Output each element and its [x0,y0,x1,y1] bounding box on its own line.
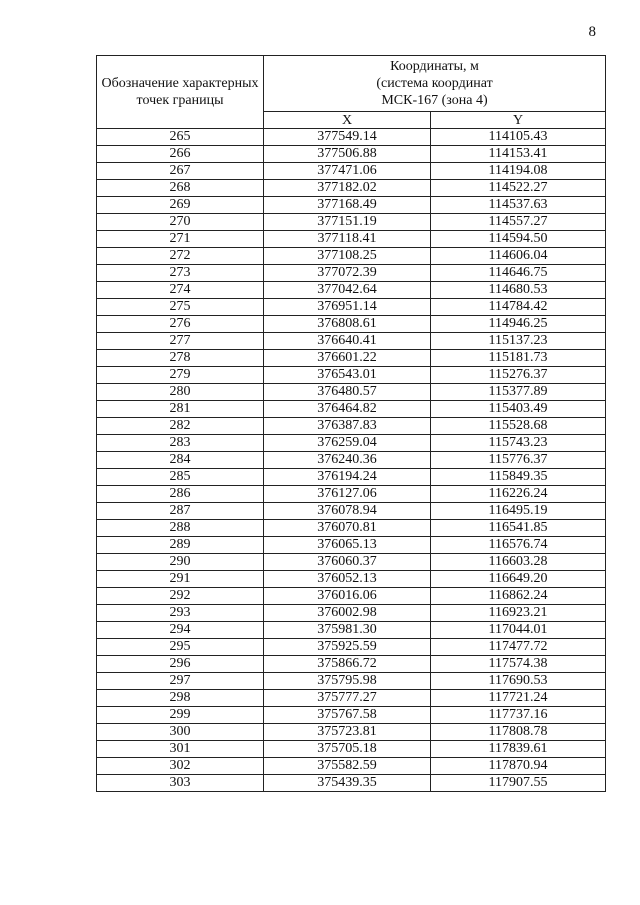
y-cell: 116541.85 [431,520,606,537]
y-cell: 117044.01 [431,622,606,639]
table-row [97,520,606,537]
y-cell: 116576.74 [431,537,606,554]
table-row [97,197,606,214]
point-cell: 292 [97,588,264,605]
x-cell: 375981.30 [264,622,431,639]
table-row [97,248,606,265]
y-cell: 116649.20 [431,571,606,588]
page-number: 8 [588,24,596,40]
point-cell: 291 [97,571,264,588]
x-cell: 376259.04 [264,435,431,452]
table-row [97,333,606,350]
coordinates-header-line3: МСК-167 (зона 4) [381,93,488,108]
x-cell: 375767.58 [264,707,431,724]
table-row [97,537,606,554]
point-cell: 271 [97,231,264,248]
x-cell: 377182.02 [264,180,431,197]
x-cell: 377072.39 [264,265,431,282]
x-cell: 377168.49 [264,197,431,214]
coordinates-table [96,55,606,792]
y-cell: 115776.37 [431,452,606,469]
x-cell: 375795.98 [264,673,431,690]
point-cell: 270 [97,214,264,231]
coordinates-header [264,56,606,112]
point-cell: 266 [97,146,264,163]
x-cell: 377108.25 [264,248,431,265]
y-cell: 114946.25 [431,316,606,333]
y-cell: 114522.27 [431,180,606,197]
table-row [97,418,606,435]
point-cell: 285 [97,469,264,486]
point-cell: 268 [97,180,264,197]
point-cell: 297 [97,673,264,690]
point-cell: 280 [97,384,264,401]
x-cell: 376002.98 [264,605,431,622]
table-row [97,707,606,724]
point-cell: 272 [97,248,264,265]
y-cell: 117477.72 [431,639,606,656]
point-cell: 303 [97,775,264,792]
x-cell: 377549.14 [264,129,431,146]
y-cell: 114784.42 [431,299,606,316]
y-cell: 116603.28 [431,554,606,571]
y-cell: 115849.35 [431,469,606,486]
x-cell: 376387.83 [264,418,431,435]
point-cell: 295 [97,639,264,656]
y-cell: 114194.08 [431,163,606,180]
y-column-header: Y [431,112,606,129]
y-cell: 114557.27 [431,214,606,231]
x-cell: 375582.59 [264,758,431,775]
y-cell: 115276.37 [431,367,606,384]
x-cell: 377042.64 [264,282,431,299]
y-cell: 114606.04 [431,248,606,265]
point-cell: 301 [97,741,264,758]
table-row [97,690,606,707]
y-cell: 114680.53 [431,282,606,299]
point-cell: 276 [97,316,264,333]
x-cell: 376060.37 [264,554,431,571]
table-row [97,724,606,741]
x-cell: 376240.36 [264,452,431,469]
table-row [97,401,606,418]
table-row [97,656,606,673]
x-cell: 375723.81 [264,724,431,741]
x-column-header: X [264,112,431,129]
x-cell: 376078.94 [264,503,431,520]
y-cell: 114153.41 [431,146,606,163]
point-cell: 298 [97,690,264,707]
point-cell: 290 [97,554,264,571]
table-row [97,639,606,656]
y-cell: 117574.38 [431,656,606,673]
y-cell: 114537.63 [431,197,606,214]
x-cell: 375705.18 [264,741,431,758]
point-cell: 284 [97,452,264,469]
point-cell: 279 [97,367,264,384]
y-cell: 117839.61 [431,741,606,758]
y-cell: 117737.16 [431,707,606,724]
table-row [97,741,606,758]
table-row [97,299,606,316]
point-cell: 300 [97,724,264,741]
x-cell: 376070.81 [264,520,431,537]
x-cell: 376194.24 [264,469,431,486]
x-cell: 375925.59 [264,639,431,656]
point-cell: 275 [97,299,264,316]
table-row [97,673,606,690]
point-designation-header: Обозначение характерных точек границы [97,56,264,129]
x-cell: 377506.88 [264,146,431,163]
y-cell: 114105.43 [431,129,606,146]
table-row [97,163,606,180]
x-cell: 376016.06 [264,588,431,605]
point-cell: 267 [97,163,264,180]
y-cell: 117721.24 [431,690,606,707]
y-cell: 117870.94 [431,758,606,775]
point-cell: 302 [97,758,264,775]
point-cell: 296 [97,656,264,673]
point-cell: 265 [97,129,264,146]
x-cell: 377118.41 [264,231,431,248]
x-cell: 376808.61 [264,316,431,333]
table-row [97,758,606,775]
table-row [97,554,606,571]
table-row [97,316,606,333]
table-row [97,384,606,401]
table-row [97,486,606,503]
table-row [97,129,606,146]
table-row [97,367,606,384]
table-row [97,571,606,588]
table-row [97,503,606,520]
y-cell: 117808.78 [431,724,606,741]
table-row [97,775,606,792]
y-cell: 115528.68 [431,418,606,435]
x-cell: 376543.01 [264,367,431,384]
table-row [97,350,606,367]
point-cell: 288 [97,520,264,537]
x-cell: 375866.72 [264,656,431,673]
point-cell: 286 [97,486,264,503]
coordinates-header-line2: (система координат [376,76,493,91]
point-cell: 293 [97,605,264,622]
y-cell: 116495.19 [431,503,606,520]
x-cell: 376065.13 [264,537,431,554]
coordinates-header-line1: Координаты, м [390,59,479,74]
x-cell: 375777.27 [264,690,431,707]
point-cell: 287 [97,503,264,520]
x-cell: 376464.82 [264,401,431,418]
x-cell: 376951.14 [264,299,431,316]
y-cell: 116226.24 [431,486,606,503]
y-cell: 115377.89 [431,384,606,401]
y-cell: 115137.23 [431,333,606,350]
x-cell: 375439.35 [264,775,431,792]
point-cell: 289 [97,537,264,554]
point-cell: 283 [97,435,264,452]
y-cell: 114646.75 [431,265,606,282]
point-cell: 273 [97,265,264,282]
table-row [97,605,606,622]
x-cell: 376052.13 [264,571,431,588]
y-cell: 117690.53 [431,673,606,690]
table-row [97,146,606,163]
point-cell: 274 [97,282,264,299]
y-cell: 115181.73 [431,350,606,367]
x-cell: 376127.06 [264,486,431,503]
table-row [97,180,606,197]
point-cell: 269 [97,197,264,214]
x-cell: 377151.19 [264,214,431,231]
coordinates-body [97,129,606,792]
x-cell: 376480.57 [264,384,431,401]
table-row [97,469,606,486]
y-cell: 114594.50 [431,231,606,248]
y-cell: 115743.23 [431,435,606,452]
x-cell: 376640.41 [264,333,431,350]
y-cell: 115403.49 [431,401,606,418]
table-row [97,265,606,282]
point-cell: 299 [97,707,264,724]
table-row [97,588,606,605]
point-cell: 282 [97,418,264,435]
table-row [97,214,606,231]
point-cell: 281 [97,401,264,418]
point-cell: 278 [97,350,264,367]
y-cell: 116862.24 [431,588,606,605]
table-row [97,452,606,469]
point-cell: 277 [97,333,264,350]
y-cell: 117907.55 [431,775,606,792]
table-row [97,231,606,248]
y-cell: 116923.21 [431,605,606,622]
x-cell: 377471.06 [264,163,431,180]
x-cell: 376601.22 [264,350,431,367]
table-row [97,435,606,452]
table-row [97,282,606,299]
point-cell: 294 [97,622,264,639]
table-row [97,622,606,639]
